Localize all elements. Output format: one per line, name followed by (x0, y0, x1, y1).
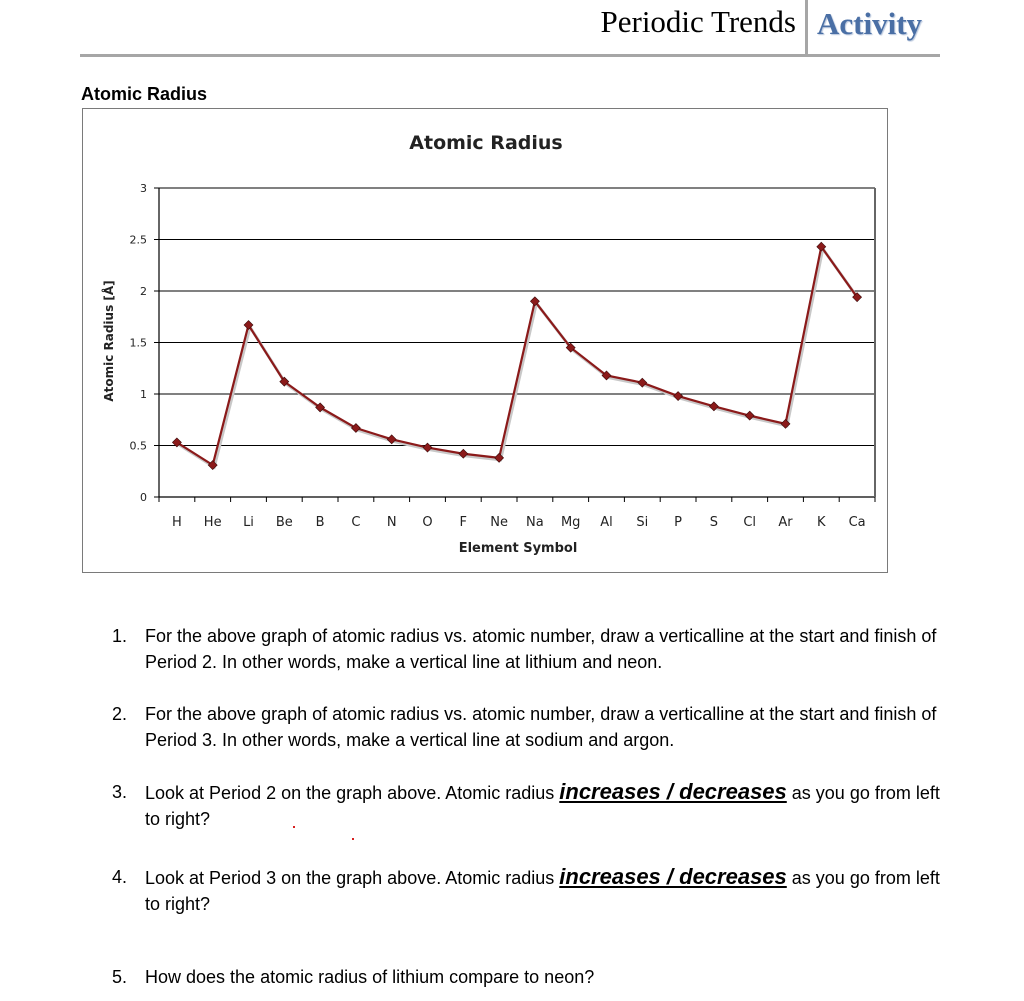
y-tick-label: 0 (140, 491, 147, 504)
y-tick-label: 0.5 (129, 439, 147, 453)
section-label: Atomic Radius (81, 84, 208, 104)
x-tick-label: Mg (560, 515, 581, 530)
y-tick-label: 1 (140, 388, 147, 401)
chart-title: Atomic Radius (409, 132, 563, 154)
x-tick-label: S (709, 515, 719, 530)
question-5 (112, 964, 952, 990)
x-tick-label: Li (243, 515, 254, 530)
series-line (177, 247, 857, 465)
x-tick-label: Al (600, 515, 613, 530)
y-tick-label: 2 (140, 285, 147, 298)
x-tick-label: He (203, 515, 222, 530)
question-number: 1. (112, 626, 128, 646)
header-title: Periodic Trends (600, 4, 796, 39)
x-tick-label: B (315, 515, 325, 530)
series-line-shadow (178, 249, 858, 467)
question-4 (112, 864, 952, 917)
x-tick-label: Na (526, 515, 544, 530)
y-tick-label: 1.5 (129, 336, 147, 350)
stray-mark (352, 838, 354, 840)
question-text (145, 864, 952, 917)
chart-series (172, 242, 861, 469)
answer-choice-emphasis: increases / decreases (559, 864, 787, 889)
question-number: 3. (112, 782, 128, 802)
chart-x-axis-label: Element Symbol (458, 541, 578, 556)
y-tick-label: 3 (140, 182, 147, 195)
question-prefix: Look at Period 3 on the graph above. Atomic radius (145, 868, 560, 888)
header-divider (805, 0, 808, 56)
x-tick-label: Ca (848, 515, 866, 530)
header-rule (80, 54, 940, 57)
question-number: 2. (112, 704, 128, 724)
x-tick-label: Ne (490, 515, 508, 530)
x-tick-label: Cl (743, 515, 757, 530)
question-number: 5. (112, 967, 128, 987)
question-text: How does the atomic radius of lithium compare to neon? (145, 967, 595, 987)
x-tick-label: Be (275, 515, 293, 530)
chart-gridlines (159, 188, 875, 497)
question-text: For the above graph of atomic radius vs. atomic number, draw a verticalline at the start and finish of Period 2. In other words, make a vertical line at lithium and neon. (145, 626, 937, 672)
x-tick-label: K (817, 515, 826, 530)
atomic-radius-chart (83, 109, 889, 574)
chart-frame (82, 108, 888, 573)
question-suffix: as you go from left to right? (145, 868, 940, 914)
x-tick-label: O (422, 515, 433, 530)
x-tick-label: C (351, 515, 361, 530)
x-tick-label: Ar (778, 515, 793, 530)
question-suffix: as you go from left to right? (145, 783, 940, 829)
question-number: 4. (112, 867, 128, 887)
stray-mark (293, 826, 295, 828)
x-tick-label: Si (636, 515, 649, 530)
chart-y-axis-label: Atomic Radius [Å] (102, 280, 116, 402)
question-1 (112, 623, 952, 675)
y-tick-label: 2.5 (129, 233, 147, 247)
question-prefix: Look at Period 2 on the graph above. Atomic radius (145, 783, 560, 803)
x-tick-label: H (172, 515, 182, 530)
question-text: For the above graph of atomic radius vs. atomic number, draw a verticalline at the start and finish of Period 3. In other words, make a vertical line at sodium and argon. (145, 704, 937, 750)
question-2 (112, 701, 952, 753)
question-text (145, 779, 952, 832)
question-3 (112, 779, 952, 832)
x-tick-label: P (674, 515, 683, 530)
x-tick-label: N (386, 515, 397, 530)
answer-choice-emphasis: increases / decreases (559, 779, 787, 804)
x-tick-label: F (459, 515, 468, 530)
header-tag: Activity (817, 6, 923, 41)
